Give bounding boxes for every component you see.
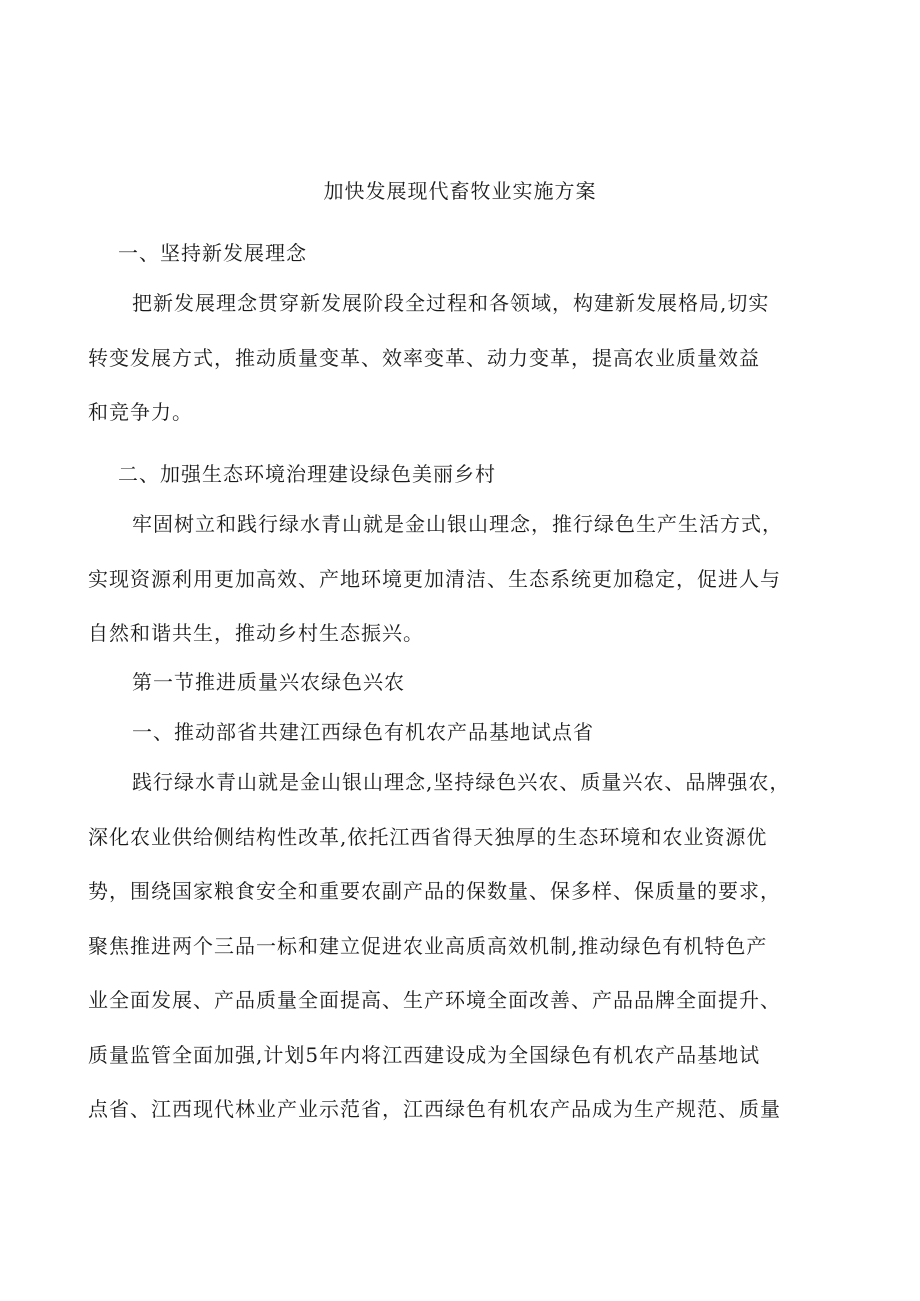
paragraph-line: 实现资源利用更加高效、产地环境更加清洁、生态系统更加稳定，促进人与: [88, 567, 781, 591]
paragraph-line: 牢固树立和践行绿水青山就是金山银山理念，推行绿色生产生活方式，: [132, 512, 783, 536]
paragraph-line: 势，围绕国家粮食安全和重要农副产品的保数量、保多样、保质量的要求，: [88, 879, 781, 903]
paragraph-line: 深化农业供给侧结构性改革,依托江西省得天独厚的生态环境和农业资源优: [88, 825, 768, 849]
chapter-heading: 第一节推进质量兴农绿色兴农: [132, 670, 405, 694]
paragraph-line: 点省、江西现代林业产业示范省，江西绿色有机农产品成为生产规范、质量: [88, 1097, 781, 1121]
paragraph-line: 把新发展理念贯穿新发展阶段全过程和各领域，构建新发展格局,切实: [132, 291, 770, 315]
section-heading-2: 二、加强生态环境治理建设绿色美丽乡村: [118, 462, 496, 486]
paragraph-line: 业全面发展、产品质量全面提高、生产环境全面改善、产品品牌全面提升、: [88, 988, 781, 1012]
paragraph-line: 聚焦推进两个三品一标和建立促进农业高质高效机制,推动绿色有机特色产: [88, 934, 768, 958]
paragraph-line: 践行绿水青山就是金山银山理念,坚持绿色兴农、质量兴农、品牌强农，: [132, 770, 791, 794]
paragraph-line: 质量监管全面加强,计划5年内将江西建设成为全国绿色有机农产品基地试: [88, 1043, 761, 1067]
paragraph-line: 转变发展方式，推动质量变革、效率变革、动力变革，提高农业质量效益: [88, 346, 760, 370]
paragraph-line: 自然和谐共生，推动乡村生态振兴。: [88, 621, 424, 645]
section-heading-1: 一、坚持新发展理念: [118, 241, 307, 265]
sub-heading: 一、推动部省共建江西绿色有机农产品基地试点省: [132, 720, 594, 744]
document-title: 加快发展现代畜牧业实施方案: [323, 179, 597, 203]
paragraph-line: 和竞争力。: [88, 400, 193, 424]
